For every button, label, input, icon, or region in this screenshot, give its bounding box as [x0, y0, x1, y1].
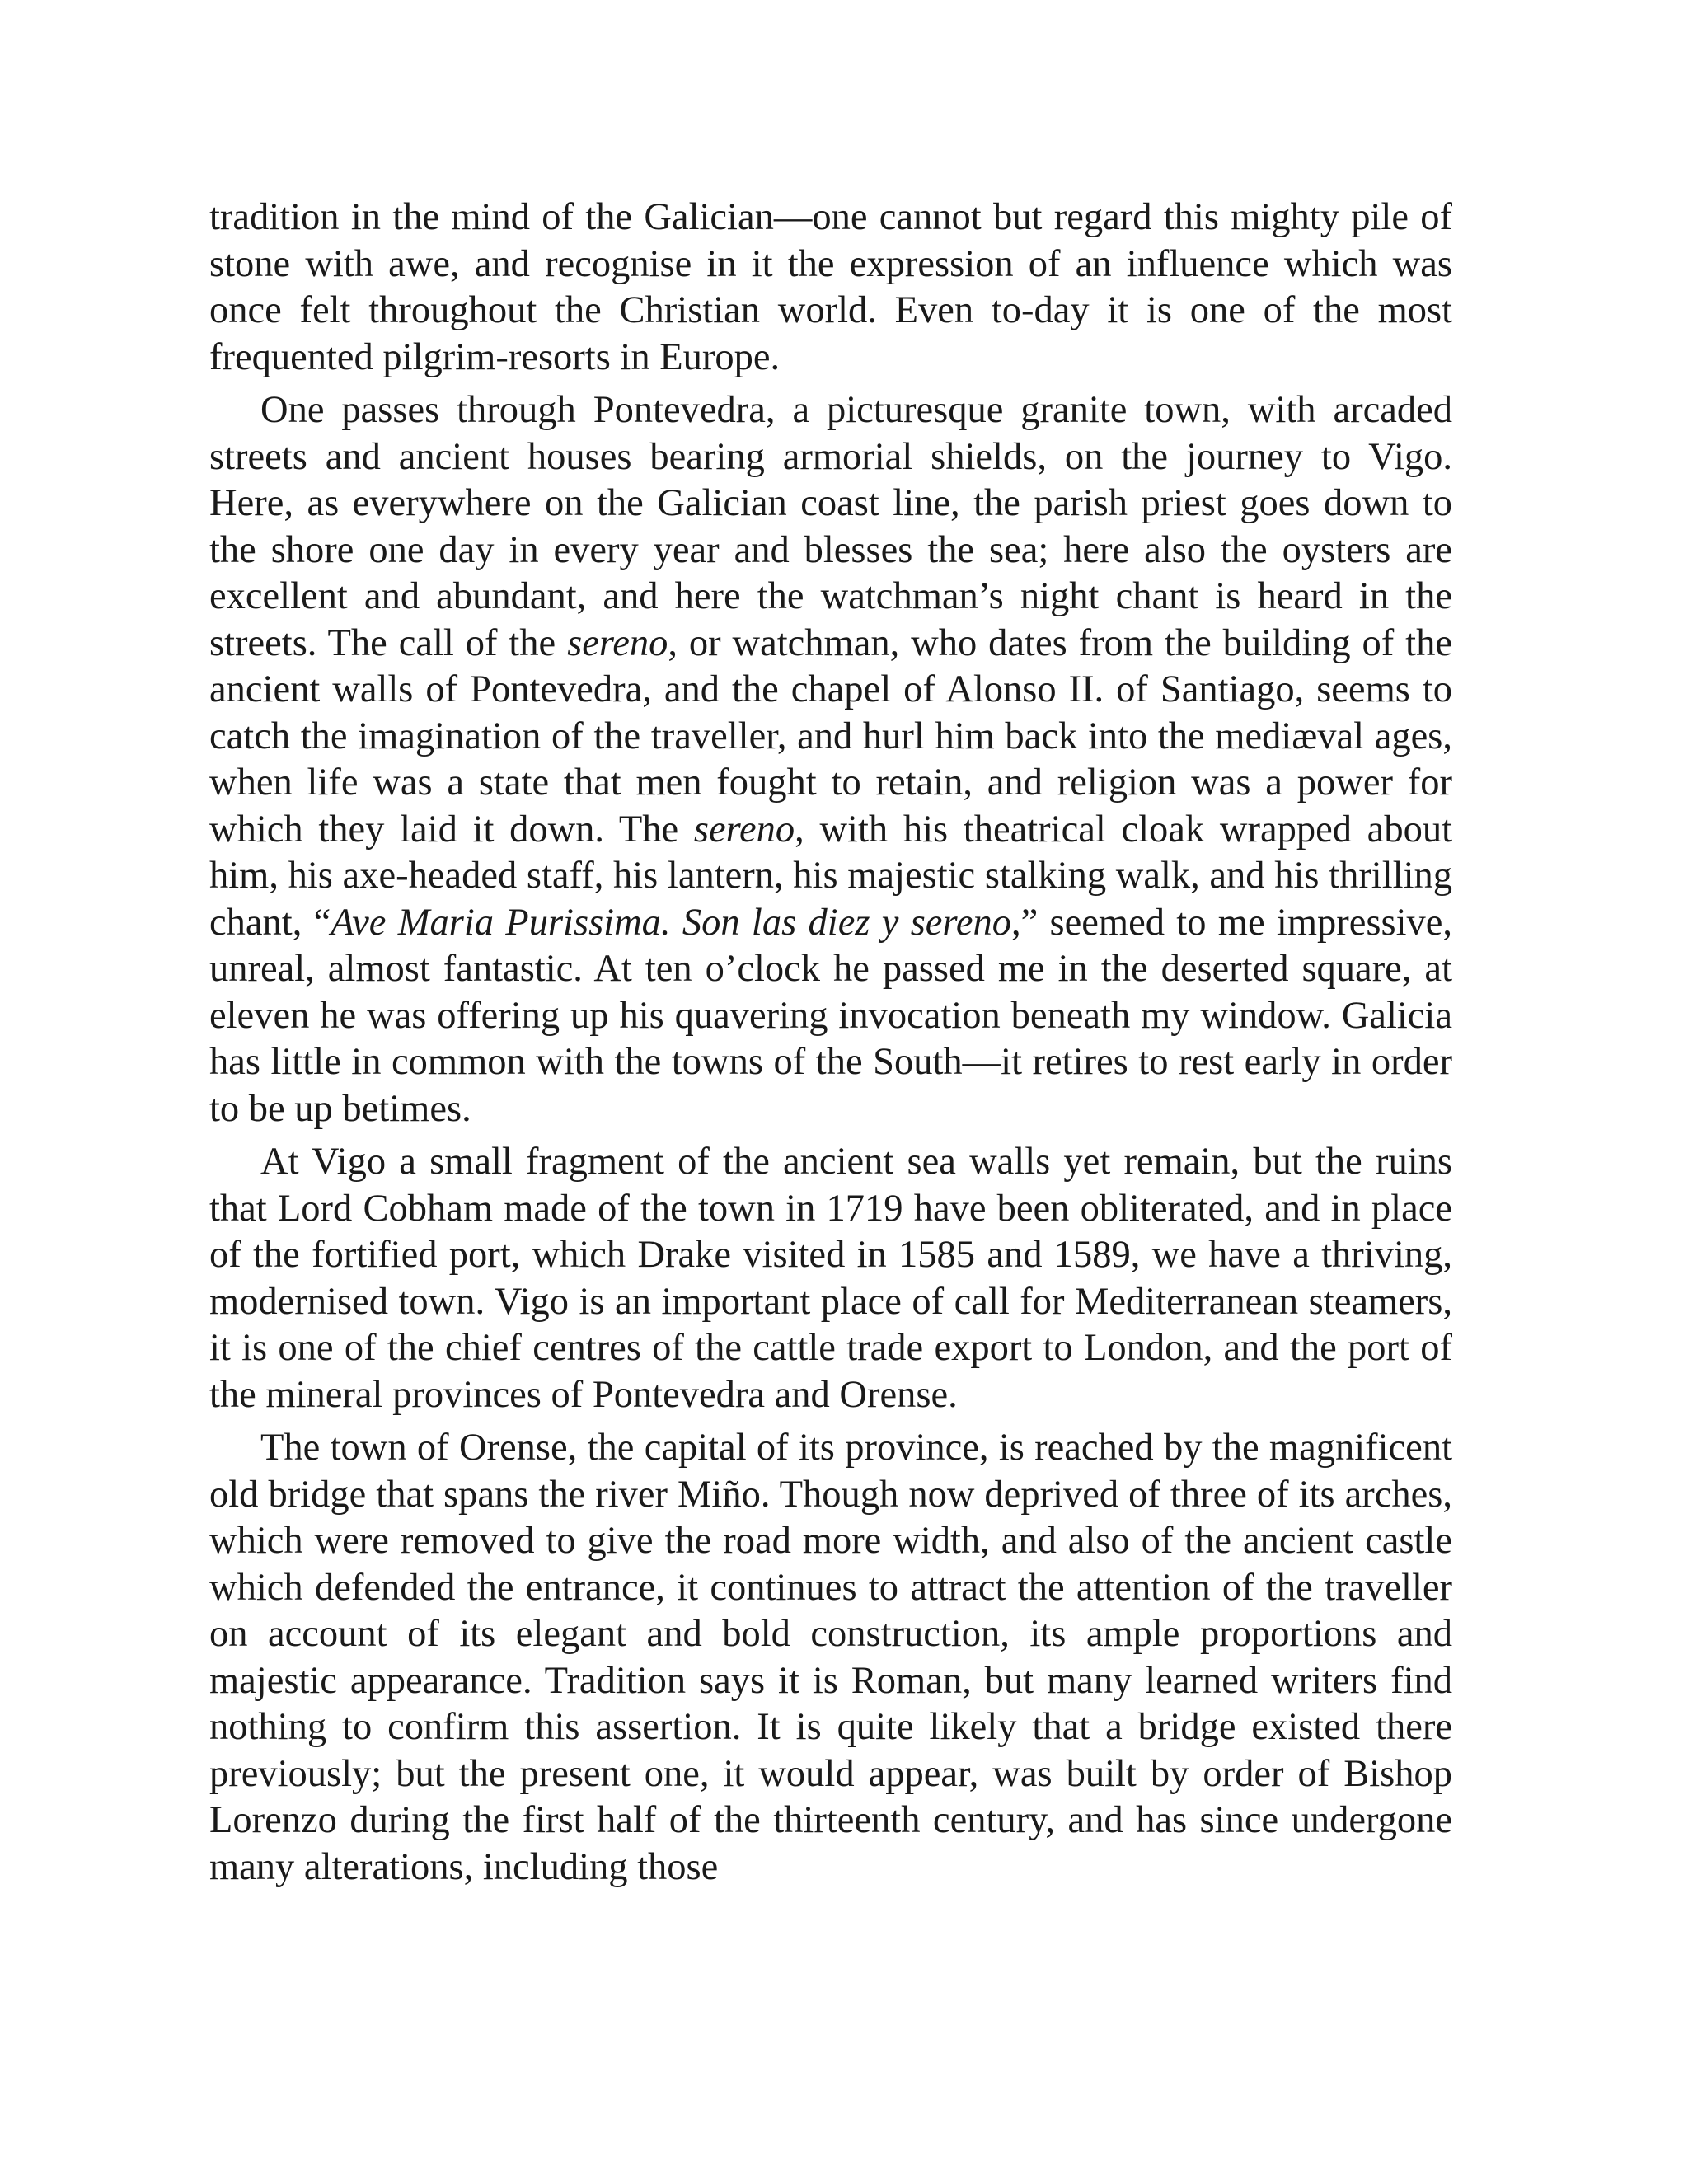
paragraph-3 [209, 1139, 1452, 1418]
paragraph-2-text-d: ,” seemed to me impressive, unreal, almost fantastic. At ten o’clock he passed me in the deserted square, at eleven he was offering up his quavering invocation beneath my window. Galicia has little in common with the towns of the South—it retires to rest early in order to be up betimes. [209, 901, 1452, 1130]
paragraph-2-text-c: , with his theatrical cloak wrapped about him, his axe-headed staff, his lantern, his majestic stalking walk, and his thrilling chant, “ [209, 808, 1452, 944]
paragraph-4 [209, 1425, 1452, 1891]
page-body [209, 194, 1452, 1891]
paragraph-1-text: tradition in the mind of the Galician—one cannot but regard this mighty pile of stone with awe, and recognise in it the expression of an influence which was once felt throughout the Christian world. Even to-day it is one of the most frequented pilgrim-resorts in Europe. [209, 196, 1452, 378]
sereno-term: sereno [567, 621, 668, 664]
sereno-term: sereno [693, 808, 795, 851]
paragraph-4-text: The town of Orense, the capital of its province, is reached by the magnificent old bridge that spans the river Miño. Though now deprived of three of its arches, which were removed to give the road more width, and also of the ancient castle which defended the entrance, it continues to attract the attention of the traveller on account of its elegant and bold construction, its ample proportions and majestic appearance. Tradition says it is Roman, but many learned writers find nothing to confirm this assertion. It is quite likely that a bridge existed there previously; but the present one, it would appear, was built by order of Bishop Lorenzo during the first half of the thirteenth century, and has since undergone many alterations, including those [209, 1427, 1452, 1888]
paragraph-2 [209, 387, 1452, 1132]
paragraph-2-text-a: One passes through Pontevedra, a picturesque granite town, with arcaded streets and ancient houses bearing armorial shields, on the journey to Vigo. Here, as everywhere on the Galician coast line, the parish priest goes down to the shore one day in every year and blesses the sea; here also the oysters are excellent and abundant, and here the watchman’s night chant is heard in the streets. The call of the [209, 389, 1452, 664]
paragraph-2-text-b: , or watchman, who dates from the building of the ancient walls of Pontevedra, and the chapel of Alonso II. of Santiago, seems to catch the imagination of the traveller, and hurl him back into the mediæval ages, when life was a state that men fought to retain, and religion was a power for which they laid it down. The [209, 621, 1452, 851]
watchman-chant: Ave Maria Purissima. Son las diez y sereno [331, 901, 1011, 944]
paragraph-3-text: At Vigo a small fragment of the ancient sea walls yet remain, but the ruins that Lord Cobham made of the town in 1719 have been obliterated, and in place of the fortified port, which Drake visited in 1585 and 1589, we have a thriving, modernised town. Vigo is an important place of call for Mediterranean steamers, it is one of the chief centres of the cattle trade export to London, and the port of the mineral provinces of Pontevedra and Orense. [209, 1141, 1452, 1416]
paragraph-1 [209, 194, 1452, 381]
